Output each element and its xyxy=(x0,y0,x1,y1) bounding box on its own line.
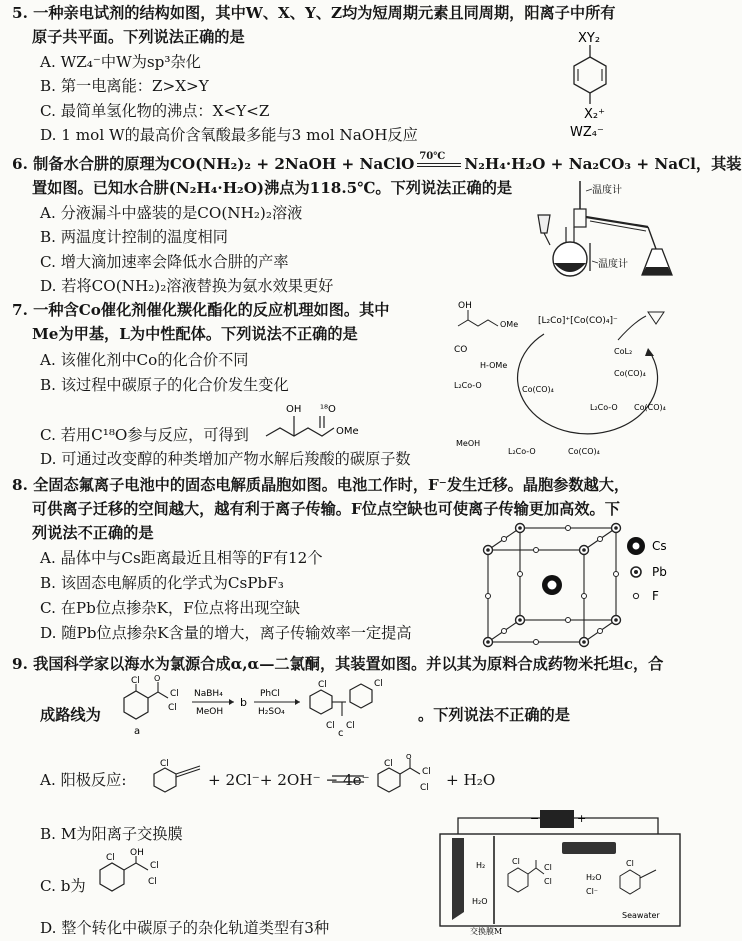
svg-text:Cl: Cl xyxy=(422,767,431,777)
q5-stem-line1: 5. 一种亲电试剂的结构如图，其中W、X、Y、Z均为短周期元素且同周期，阳离子中所有 xyxy=(12,4,616,22)
svg-text:Cl: Cl xyxy=(346,721,355,731)
q8-option-c: C. 在Pb位点掺杂K，F位点将出现空缺 xyxy=(40,599,300,617)
q9-option-a-end: + H₂O xyxy=(446,771,496,789)
svg-text:OH: OH xyxy=(130,848,144,858)
q6-option-d: D. 若将CO(NH₂)₂溶液替换为氨水效果更好 xyxy=(40,277,334,295)
q6-fig-thermometer-bottom: 温度计 xyxy=(598,259,628,270)
q6-option-b: B. 两温度计控制的温度相同 xyxy=(40,228,228,246)
q9-reagent-nabh4: NaBH₄ xyxy=(194,689,223,699)
q9-stem-line1: 9. 我国科学家以海水为氯源合成α,α—二氯酮，其装置如图。并以其为原料合成药物米托坦c，合 xyxy=(12,655,664,673)
q7-option-a: A. 该催化剂中Co的化合价不同 xyxy=(40,351,249,369)
svg-text:Cl: Cl xyxy=(168,703,177,713)
q5-option-c: C. 最简单氢化物的沸点：X<Y<Z xyxy=(40,102,270,120)
q7-option-c: C. 若用C¹⁸O参与反应，可得到 xyxy=(40,426,249,444)
q7-fig-coco4-left: Co(CO)₄ xyxy=(522,385,554,394)
q8-option-b: B. 该固态电解质的化学式为CsPbF₃ xyxy=(40,574,284,592)
svg-text:Cl: Cl xyxy=(326,721,335,731)
q9-ap-minus: − xyxy=(530,812,540,825)
q8-legend-pb: Pb xyxy=(652,565,667,579)
svg-text:Cl: Cl xyxy=(106,853,115,863)
q8-legend-cs: Cs xyxy=(652,539,667,553)
q7-c-oh: OH xyxy=(286,404,302,415)
q9-option-a-prefix: A. 阳极反应: xyxy=(40,771,127,789)
q6-stem-line1 xyxy=(12,151,742,174)
q9-option-a-middle: + 2Cl⁻+ 2OH⁻ − 4e⁻ xyxy=(208,771,370,789)
q9-option-c-prefix: C. b为 xyxy=(40,877,86,895)
q9-electrolysis-apparatus xyxy=(436,808,684,936)
q8-legend-f: F xyxy=(652,589,659,603)
q8-stem-line2: 可供离子迁移的空间越大，越有利于离子传输。F位点空缺也可使离子传输更加高效。下 xyxy=(32,500,620,518)
q9-reagent-phcl: PhCl xyxy=(260,689,280,699)
q9-label-b: b xyxy=(240,696,247,709)
q7-fig-catalyst: [L₂Co]⁺[Co(CO)₄]⁻ xyxy=(538,316,618,326)
q5-stem-line2: 原子共平面。下列说法正确的是 xyxy=(32,28,245,46)
q7-fig-l2co-left: L₂Co-O xyxy=(454,381,482,390)
q7-fig-coco4-right: Co(CO)₄ xyxy=(614,369,646,378)
q5-fig-x2plus: X₂⁺ xyxy=(584,107,605,122)
q7-fig-l2co-right: L₂Co-O xyxy=(590,403,618,412)
q5-option-d: D. 1 mol W的最高价含氧酸最多能与3 mol NaOH反应 xyxy=(40,126,418,144)
q9-synthesis-route xyxy=(110,674,415,739)
q7-fig-coco4-mid: Co(CO)₄ xyxy=(634,403,666,412)
q6-stem-line2: 置如图。已知水合肼(N₂H₄·H₂O)沸点为118.5℃。下列说法正确的是 xyxy=(32,179,513,197)
q7-fig-col2: CoL₂ xyxy=(614,347,633,356)
q7-fig-coco4-bottom: Co(CO)₄ xyxy=(568,447,600,456)
q7-fig-product-oh: OH xyxy=(458,301,472,311)
q9-option-a-reactant xyxy=(148,758,206,794)
q9-option-a-equals xyxy=(330,772,366,786)
q6-apparatus-figure xyxy=(528,175,678,290)
svg-text:Cl: Cl xyxy=(170,689,179,699)
q7-option-d: D. 可通过改变醇的种类增加产物水解后羧酸的碳原子数 xyxy=(40,450,411,468)
svg-text:Cl: Cl xyxy=(544,863,552,872)
q7-fig-co: CO xyxy=(454,345,468,355)
svg-text:Cl: Cl xyxy=(148,877,157,887)
q7-c-ome: OMe xyxy=(336,426,359,437)
q9-option-b: B. M为阳离子交换膜 xyxy=(40,825,183,843)
q6-condition-temp: 70℃ xyxy=(419,151,446,162)
svg-text:Cl: Cl xyxy=(318,680,327,690)
q6-option-a: A. 分液漏斗中盛装的是CO(NH₂)₂溶液 xyxy=(40,204,303,222)
q6-option-c: C. 增大滴加速率会降低水合肼的产率 xyxy=(40,253,289,271)
q7-catalytic-cycle-figure xyxy=(452,296,682,464)
q5-fig-wz4: WZ₄⁻ xyxy=(570,125,604,140)
q9-option-d: D. 整个转化中碳原子的杂化轨道类型有3种 xyxy=(40,919,330,937)
q6-equation-left: 6. 制备水合肼的原理为CO(NH₂)₂ + 2NaOH + NaClO xyxy=(12,155,415,173)
q8-stem-line1: 8. 全固态氟离子电池中的固态电解质晶胞如图。电池工作时，F⁻发生迁移。晶胞参数越大， xyxy=(12,476,630,494)
q7-fig-l2co-bottom: L₂Co-O xyxy=(508,447,536,456)
q5-structure-figure xyxy=(540,30,650,142)
svg-text:Cl: Cl xyxy=(160,759,169,769)
svg-text:O: O xyxy=(154,674,161,683)
svg-text:Cl: Cl xyxy=(512,857,520,866)
q8-stem-line3: 列说法不正确的是 xyxy=(32,524,154,542)
q9-ap-h2: H₂ xyxy=(476,861,486,870)
q9-ap-membrane: 交换膜M xyxy=(470,927,503,936)
q9-ap-cl: Cl⁻ xyxy=(586,887,599,896)
q7-fig-product-ome: OMe xyxy=(500,320,519,329)
q7-fig-h-ome: H-OMe xyxy=(480,361,508,370)
q8-unit-cell-figure xyxy=(470,522,680,650)
q9-ap-plus: + xyxy=(577,812,587,825)
q5-fig-xy2: XY₂ xyxy=(578,31,601,46)
q8-option-d: D. 随Pb位点掺杂K含量的增大，离子传输效率一定提高 xyxy=(40,624,412,642)
q7-stem-line1: 7. 一种含Co催化剂催化羰化酯化的反应机理如图。其中 xyxy=(12,301,390,319)
q5-option-a: A. WZ₄⁻中W为sp³杂化 xyxy=(40,53,201,71)
q9-option-a-product xyxy=(372,753,442,798)
q9-ap-seawater: Seawater xyxy=(622,911,660,920)
svg-text:Cl: Cl xyxy=(150,861,159,871)
q9-label-a: a xyxy=(134,726,141,737)
q9-route-suffix: 。下列说法不正确的是 xyxy=(418,706,570,724)
q9-route-prefix: 成路线为 xyxy=(40,706,101,724)
q7-c-18o: ¹⁸O xyxy=(320,404,336,415)
q7-option-b: B. 该过程中碳原子的化合价发生变化 xyxy=(40,376,289,394)
q7-fig-meoh: MeOH xyxy=(456,439,481,448)
q9-label-c: c xyxy=(338,728,344,739)
q5-option-b: B. 第一电离能：Z>X>Y xyxy=(40,77,209,95)
svg-text:Cl: Cl xyxy=(420,783,429,793)
svg-text:Cl: Cl xyxy=(384,759,393,769)
q9-ap-h2o-right: H₂O xyxy=(586,873,602,882)
q9-option-c-structure xyxy=(92,848,182,896)
q9-ap-h2o-left: H₂O xyxy=(472,897,488,906)
svg-text:Cl: Cl xyxy=(544,877,552,886)
q6-equation-right: N₂H₄·H₂O + Na₂CO₃ + NaCl，其装 xyxy=(464,155,742,173)
svg-text:Cl: Cl xyxy=(374,679,383,689)
q9-reagent-meoh: MeOH xyxy=(196,707,224,717)
q9-reagent-h2so4: H₂SO₄ xyxy=(258,707,285,717)
svg-text:Cl: Cl xyxy=(626,859,634,868)
q6-condition-arrow xyxy=(417,151,461,169)
svg-text:Cl: Cl xyxy=(131,676,140,686)
q7-option-c-structure xyxy=(262,400,372,442)
q7-stem-line2: Me为甲基，L为中性配体。下列说法不正确的是 xyxy=(32,325,358,343)
svg-text:O: O xyxy=(406,753,412,761)
q8-option-a: A. 晶体中与Cs距离最近且相等的F有12个 xyxy=(40,549,323,567)
q6-fig-thermometer-top: 温度计 xyxy=(592,185,622,196)
